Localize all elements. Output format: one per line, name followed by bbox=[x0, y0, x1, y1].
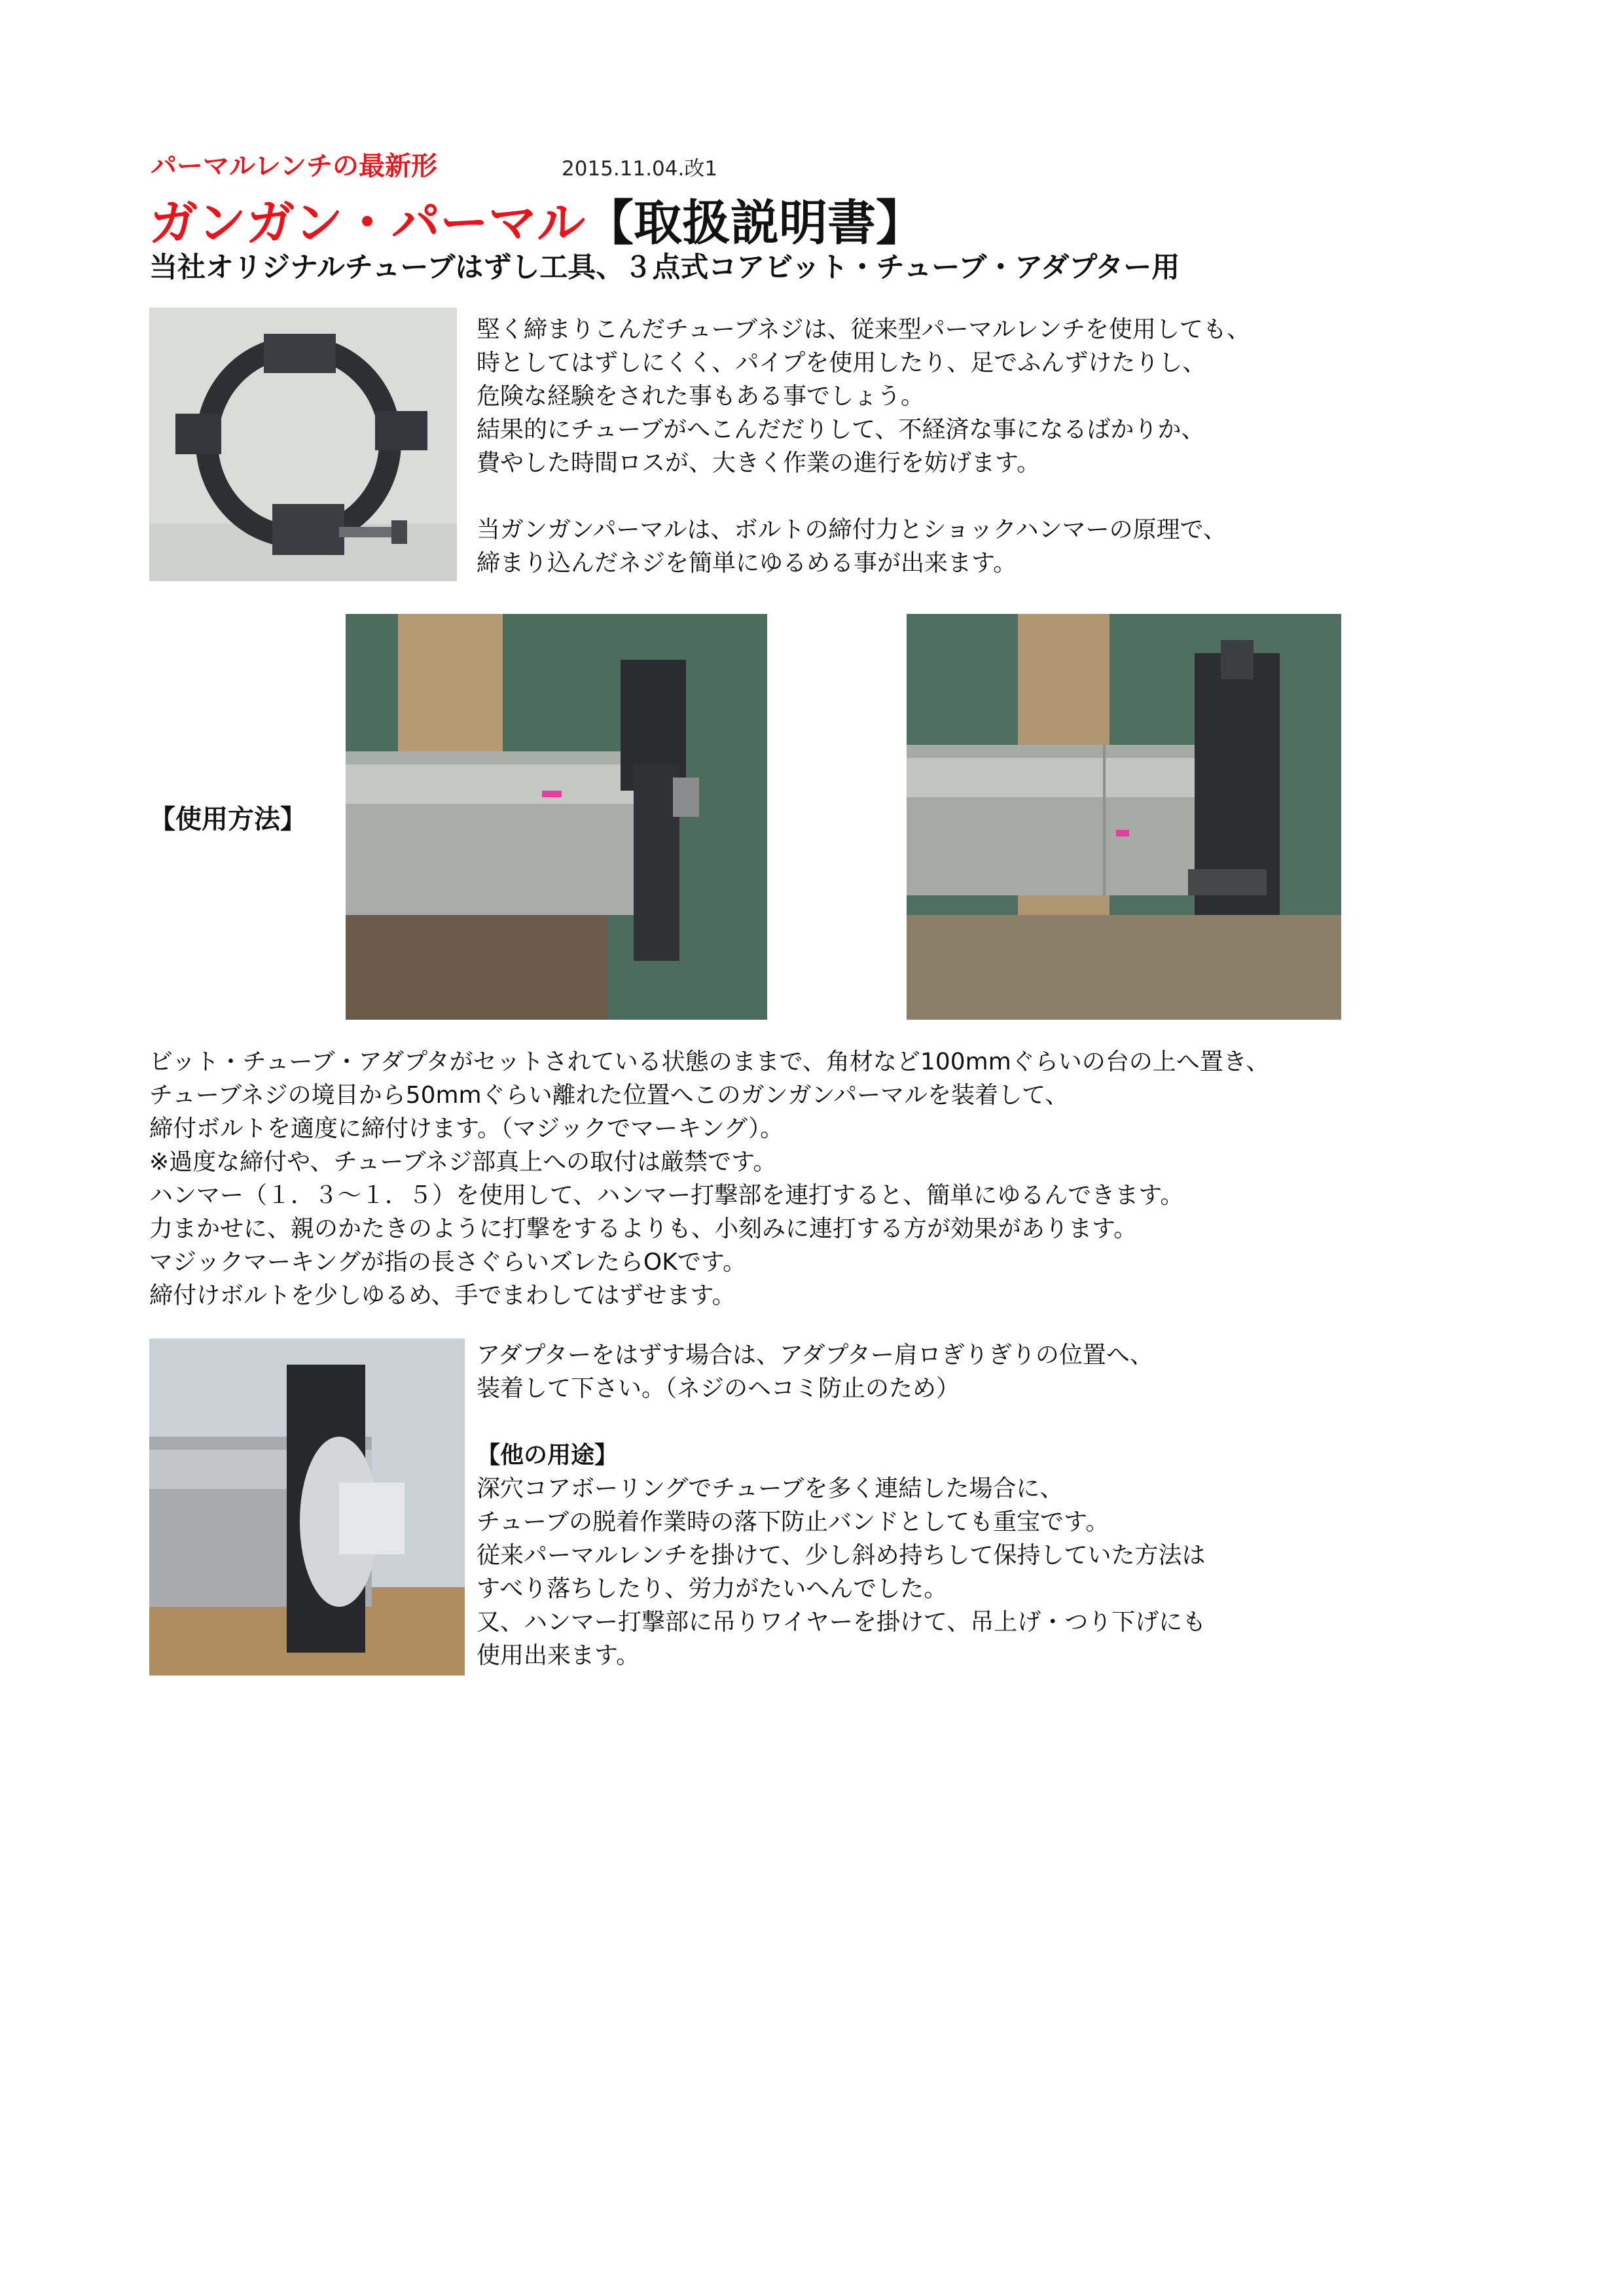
usage-line: ※過度な締付や、チューブネジ部真上への取付は厳禁です。 bbox=[149, 1149, 777, 1175]
title-bracket: 【取扱説明書】 bbox=[585, 195, 924, 251]
intro-line: 締まり込んだネジを簡単にゆるめる事が出来ます。 bbox=[477, 550, 1017, 577]
usage-line: ハンマー（１．３～１．５）を使用して、ハンマー打撃部を連打すると、簡単にゆるんできます。 bbox=[149, 1182, 1184, 1209]
intro-line: 当ガンガンパーマルは、ボルトの締付力とショックハンマーの原理で、 bbox=[477, 516, 1227, 543]
usage-line: ビット・チューブ・アダプタがセットされている状態のままで、角材など100mmぐらいの台の上へ置き、 bbox=[149, 1049, 1270, 1075]
kicker-text: パーマルレンチの最新形 bbox=[151, 151, 437, 181]
usage-line: 力まかせに、親のかたきのように打撃をするよりも、小刻みに連打する方が効果があります。 bbox=[149, 1215, 1138, 1242]
usage-photo-right-illustration bbox=[907, 614, 1341, 1020]
other-uses-line: 又、ハンマー打撃部に吊りワイヤーを掛けて、吊上げ・つり下げにも bbox=[477, 1609, 1206, 1636]
removal-paragraph bbox=[477, 1338, 1206, 1672]
tool-ring-illustration bbox=[149, 308, 457, 581]
tool-ring-photo bbox=[149, 308, 457, 581]
usage-photo-left bbox=[346, 614, 767, 1020]
usage-line: 締付けボルトを少しゆるめ、手でまわしてはずせます。 bbox=[149, 1282, 736, 1309]
adapter-photo-illustration bbox=[149, 1338, 465, 1676]
page-subtitle: 当社オリジナルチューブはずし工具、３点式コアビット・チューブ・アダプター用 bbox=[149, 251, 1180, 284]
removal-line: 装着して下さい。（ネジのヘコミ防止のため） bbox=[477, 1375, 960, 1402]
adapter-photo bbox=[149, 1338, 465, 1676]
intro-line-blank bbox=[477, 480, 1250, 513]
other-uses-line: すべり落ちしたり、労力がたいへんでした。 bbox=[477, 1575, 948, 1602]
other-uses-line: 従来パーマルレンチを掛けて、少し斜め持ちして保持していた方法は bbox=[477, 1542, 1206, 1569]
other-uses-line: 深穴コアボーリングでチューブを多く連結した場合に、 bbox=[477, 1475, 1064, 1502]
other-uses-line: チューブの脱着作業時の落下防止バンドとしても重宝です。 bbox=[477, 1509, 1110, 1535]
removal-line: アダプターをはずす場合は、アダプター肩ロぎりぎりの位置へ、 bbox=[477, 1342, 1153, 1369]
intro-line: 危険な経験をされた事もある事でしょう。 bbox=[477, 383, 925, 410]
usage-photo-left-illustration bbox=[346, 614, 767, 1020]
revision-date: 2015.11.04.改1 bbox=[562, 157, 718, 181]
usage-line: マジックマーキングが指の長さぐらいズレたらOKです。 bbox=[149, 1249, 746, 1276]
intro-line: 費やした時間ロスが、大きく作業の進行を妨げます。 bbox=[477, 450, 1041, 476]
intro-line: 時としてはずしにくく、パイプを使用したり、足でふんずけたりし、 bbox=[477, 350, 1206, 376]
usage-paragraph bbox=[149, 1045, 1269, 1312]
spacer-line bbox=[477, 1405, 1206, 1439]
other-uses-line: 使用出来ます。 bbox=[477, 1642, 640, 1669]
usage-line: 締付ボルトを適度に締付けます。（マジックでマーキング）。 bbox=[149, 1115, 784, 1142]
usage-photo-right bbox=[907, 614, 1341, 1020]
intro-line: 堅く締まりこんだチューブネジは、従来型パーマルレンチを使用しても、 bbox=[477, 316, 1250, 343]
intro-paragraph bbox=[477, 313, 1250, 580]
title-main: ガンガン・パーマル bbox=[149, 195, 585, 251]
intro-line: 結果的にチューブがへこんだだりして、不経済な事になるばかりか、 bbox=[477, 416, 1205, 443]
usage-line: チューブネジの境目から50mmぐらい離れた位置へこのガンガンパーマルを装着して、 bbox=[149, 1082, 1069, 1109]
other-uses-heading: 【他の用途】 bbox=[477, 1442, 619, 1469]
page-title bbox=[149, 185, 924, 254]
usage-heading: 【使用方法】 bbox=[149, 804, 306, 834]
